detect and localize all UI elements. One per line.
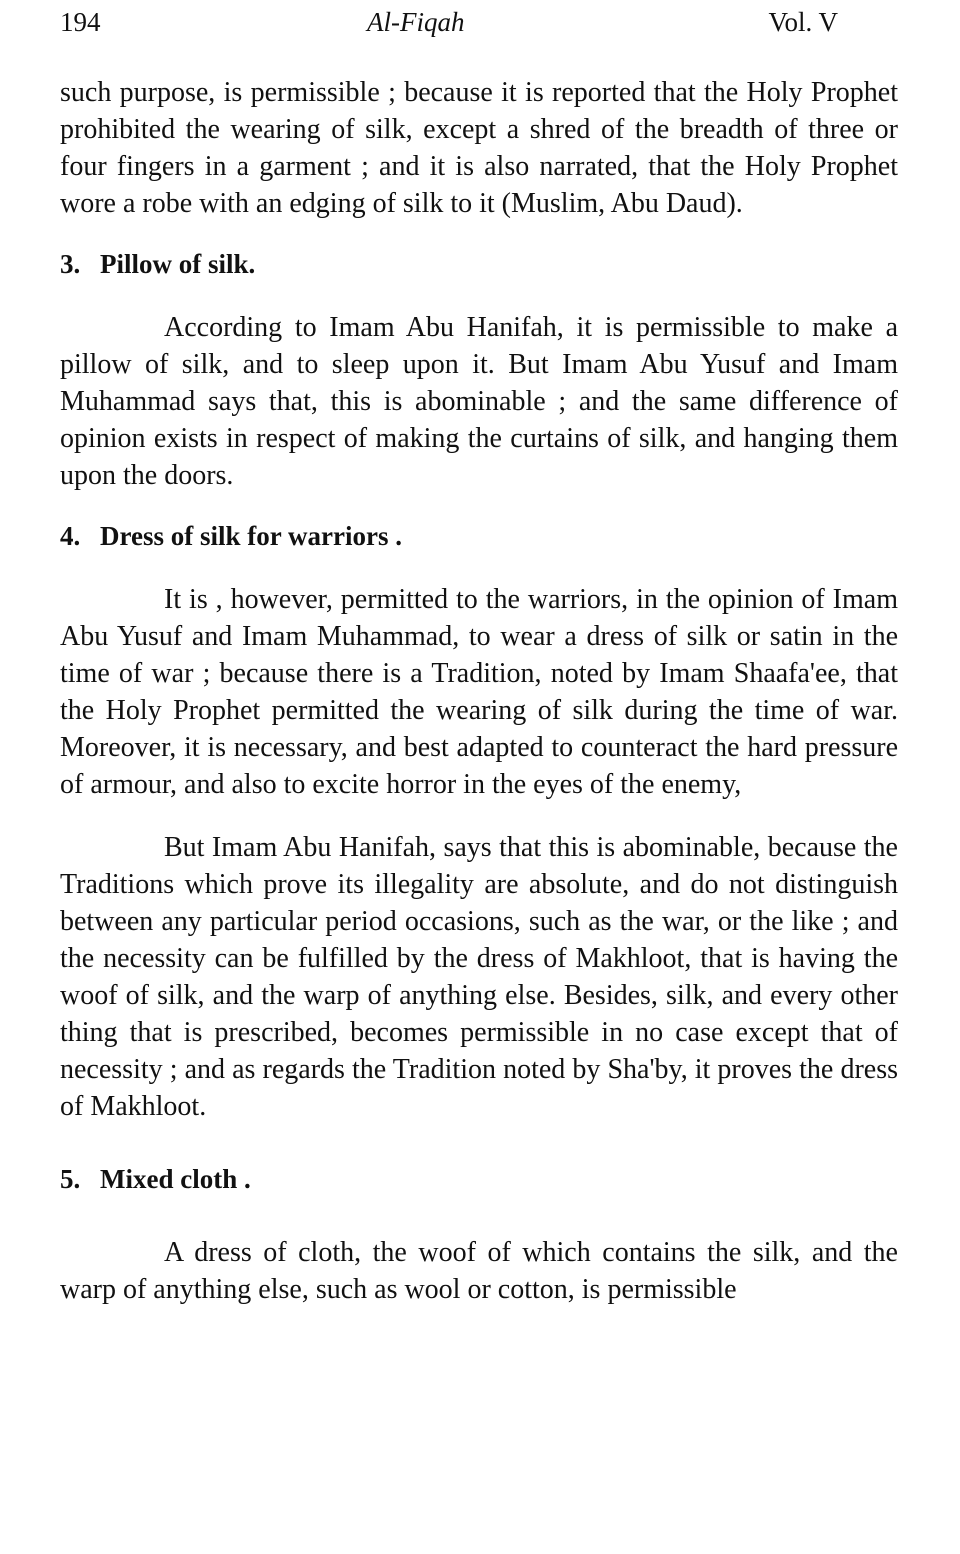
page-number: 194 (60, 7, 101, 37)
page-header (60, 0, 898, 46)
section-3-number: 3. (60, 249, 81, 279)
section-3-paragraph: According to Imam Abu Hanifah, it is permissible to make a pillow of silk, and to sleep upon it. But Imam Abu Yusuf and Imam Muhammad says that, this is abominable ; and the same difference of opinion exists in respect of making the curtains of silk, and hanging them upon the doors. (60, 312, 898, 491)
intro-paragraph: such purpose, is permissible ; because it is reported that the Holy Prophet prohibited the wearing of silk, except a shred of the breadth of three or four fingers in a garment ; and it is also narrated, that the Holy Prophet wore a robe with an edging of silk to it (Muslim, Abu Daud). (60, 77, 898, 219)
book-title: Al-Fiqah (367, 7, 465, 37)
section-4-title: Dress of silk for warriors . (100, 521, 402, 551)
section-5-heading (60, 1161, 898, 1198)
section-3-heading (60, 246, 898, 283)
section-5-number: 5. (60, 1164, 81, 1194)
section-4-heading (60, 518, 898, 555)
book-page (60, 0, 898, 1308)
section-4-paragraph-2: But Imam Abu Hanifah, says that this is abominable, because the Traditions which prove its illegality are absolute, and do not distinguish between any particular period occasions, such as the war, or the like ; and the necessity can be fulfilled by the dress of Makhloot, that is having the woof of silk, and the warp of anything else. Besides, silk, and every other thing that is prescribed, becomes permissible in no case except that of necessity ; and as regards the Tradition noted by Sha'by, it proves the dress of Makhloot. (60, 832, 898, 1122)
section-3-title: Pillow of silk. (100, 249, 256, 279)
section-5-title: Mixed cloth . (100, 1164, 251, 1194)
section-5-paragraph: A dress of cloth, the woof of which contains the silk, and the warp of anything else, such as wool or cotton, is permissible (60, 1237, 898, 1305)
volume-label: Vol. V (768, 7, 838, 37)
section-4-number: 4. (60, 521, 81, 551)
section-4-paragraph-1: It is , however, permitted to the warriors, in the opinion of Imam Abu Yusuf and Imam Muhammad, to wear a dress of silk or satin in the time of war ; because there is a Tradition, noted by Imam Shaafa'ee, that the Holy Prophet permitted the wearing of silk during the time of war. Moreover, it is necessary, and best adapted to counteract the hard pressure of armour, and also to excite horror in the eyes of the enemy, (60, 584, 898, 800)
